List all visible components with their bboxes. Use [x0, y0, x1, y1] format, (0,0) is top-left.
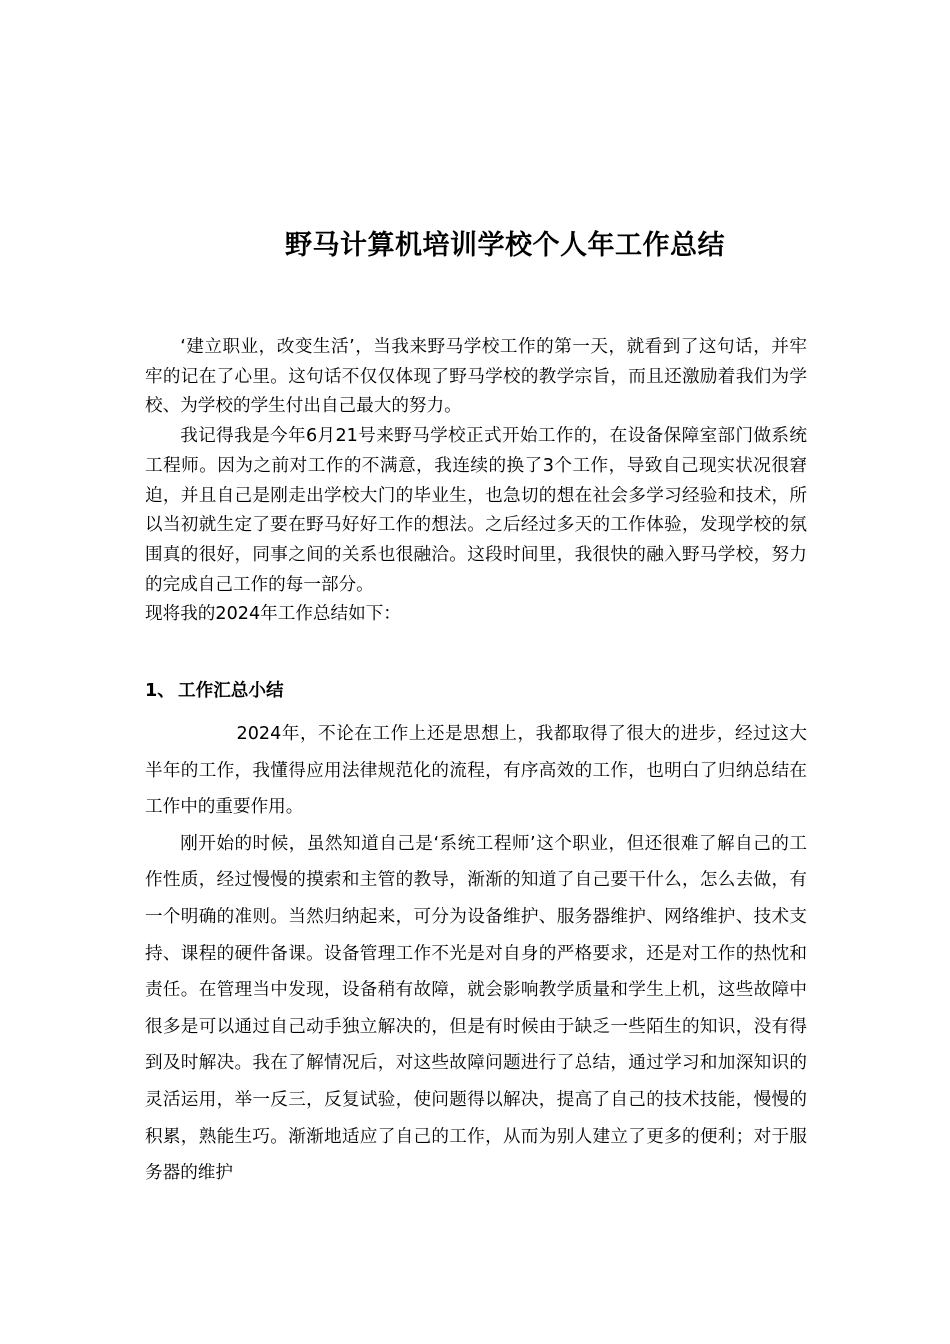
intro-paragraph-2: 我记得我是今年6月21号来野马学校正式开始工作的，在设备保障室部门做系统工程师。因为之前对工作的不满意，我连续的换了3个工作，导致自己现实状况很窘迫，并且自己是刚走出学校大门的毕业生，也急切的想在社会多学习经验和技术，所以当初就生定了要在野马好好工作的想法。之后经过多天的工作体验，发现学校的氛围真的很好，同事之间的关系也很融洽。这段时间里，我很快的融入野马学校，努力的完成自己工作的每一部分。 — [145, 426, 807, 595]
section-1-number: 1、 — [145, 681, 175, 701]
document-title: 野马计算机培训学校个人年工作总结 — [285, 230, 725, 261]
intro-section — [145, 333, 807, 630]
intro-paragraph-1: ‘建立职业，改变生活’，当我来野马学校工作的第一天，就看到了这句话，并牢牢的记在了心里。这句话不仅仅体现了野马学校的教学宗旨，而且还激励着我们为学校、为学校的学生付出自己最大的努力。 — [145, 337, 807, 417]
section-1-title: 工作汇总小结 — [178, 681, 284, 701]
section-1-paragraph-1: 2024年，不论在工作上还是思想上，我都取得了很大的进步，经过这大半年的工作，我懂得应用法律规范化的流程，有序高效的工作，也明白了归纳总结在工作中的重要作用。 — [145, 724, 807, 818]
summary-line: 现将我的2024年工作总结如下： — [145, 604, 401, 625]
section-1-paragraph-2: 刚开始的时候，虽然知道自己是‘系统工程师’这个职业，但还很难了解自己的工作性质，经过慢慢的摸索和主管的教导，渐渐的知道了自己要干什么，怎么去做，有一个明确的准则。当然归纳起来，可分为设备维护、服务器维护、网络维护、技术支持、课程的硬件备课。设备管理工作不光是对自身的严格要求，还是对工作的热忱和责任。在管理当中发现，设备稍有故障，就会影响教学质量和学生上机，这些故障中很多是可以通过自己动手独立解决的，但是有时候由于缺乏一些陌生的知识，没有得到及时解决。我在了解情况后，对这些故障问题进行了总结，通过学习和加深知识的灵活运用，举一反三，反复试验，使问题得以解决，提高了自己的技术技能，慢慢的积累，熟能生巧。渐渐地适应了自己的工作，从而为别人建立了更多的便利；对于服务器的维护 — [145, 833, 807, 1184]
section-1-body — [145, 716, 807, 1192]
section-1-heading — [145, 676, 284, 706]
